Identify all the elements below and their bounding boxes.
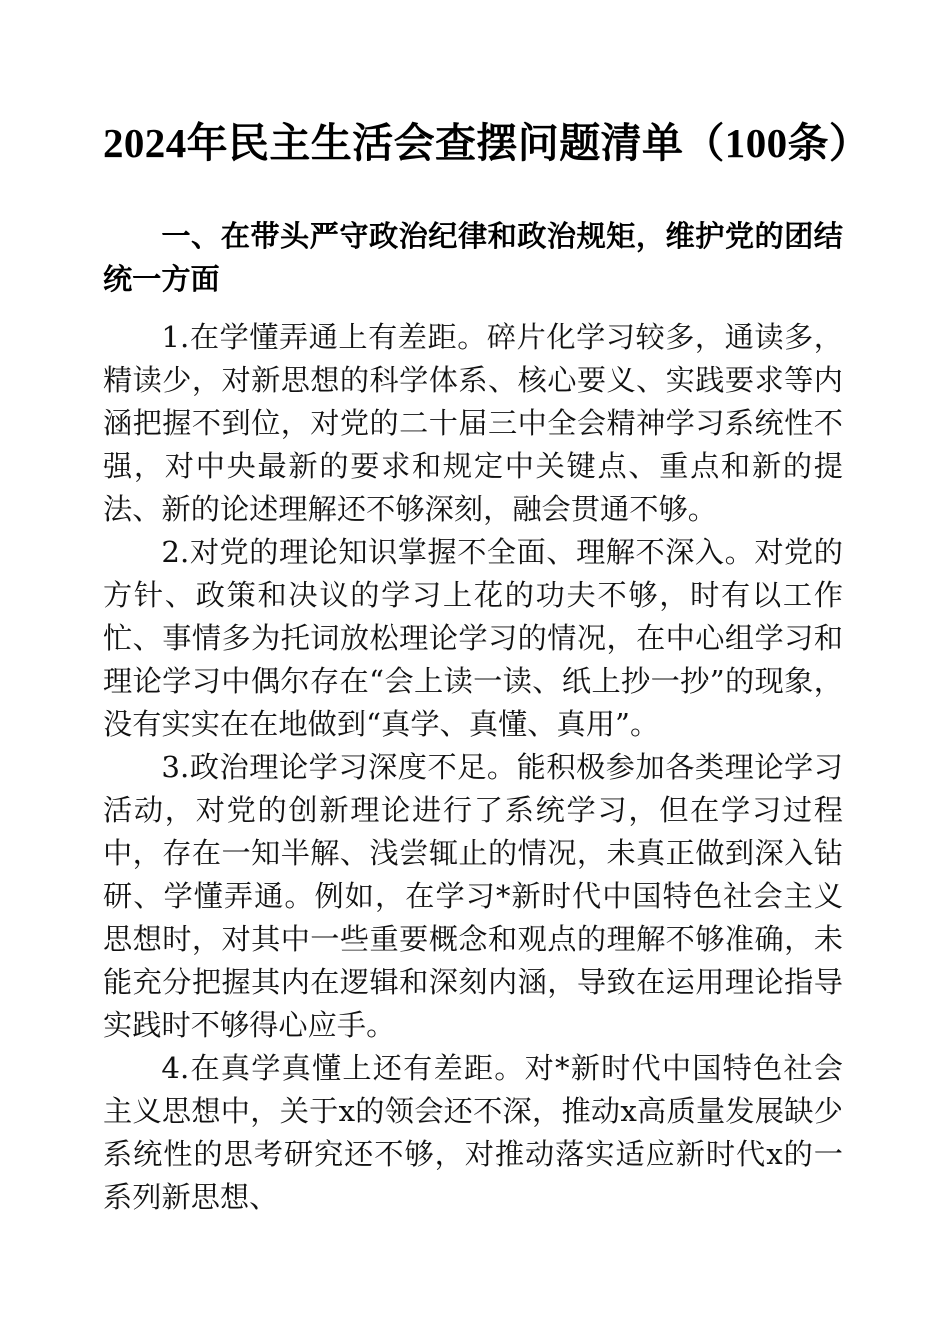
- page-title: 2024年民主生活会查摆问题清单（100条）: [103, 120, 871, 166]
- document-content-column: [103, 0, 871, 1219]
- problem-item-1: 1.在学懂弄通上有差距。碎片化学习较多，通读多，精读少，对新思想的科学体系、核心要义、实践要求等内涵把握不到位，对党的二十届三中全会精神学习系统性不强，对中央最新的要求和规定中关键点、重点和新的提法、新的论述理解还不够深刻，融会贯通不够。: [103, 320, 843, 526]
- problem-item-3: 3.政治理论学习深度不足。能积极参加各类理论学习活动，对党的创新理论进行了系统学习，但在学习过程中，存在一知半解、浅尝辄止的情况，未真正做到深入钻研、学懂弄通。例如，在学习*新时代中国特色社会主义思想时，对其中一些重要概念和观点的理解不够准确，未能充分把握其内在逻辑和深刻内涵，导致在运用理论指导实践时不够得心应手。: [103, 750, 843, 1042]
- problem-item-4: 4.在真学真懂上还有差距。对*新时代中国特色社会主义思想中，关于x的领会还不深，推动x高质量发展缺少系统性的思考研究还不够，对推动落实适应新时代x的一系列新思想、: [103, 1051, 843, 1214]
- problem-item-2: 2.对党的理论知识掌握不全面、理解不深入。对党的方针、政策和决议的学习上花的功夫不够，时有以工作忙、事情多为托词放松理论学习的情况，在中心组学习和理论学习中偶尔存在“会上读一读、纸上抄一抄”的现象，没有实实在在地做到“真学、真懂、真用”。: [103, 535, 843, 741]
- section-heading-1: 一、在带头严守政治纪律和政治规矩，维护党的团结统一方面: [103, 221, 843, 296]
